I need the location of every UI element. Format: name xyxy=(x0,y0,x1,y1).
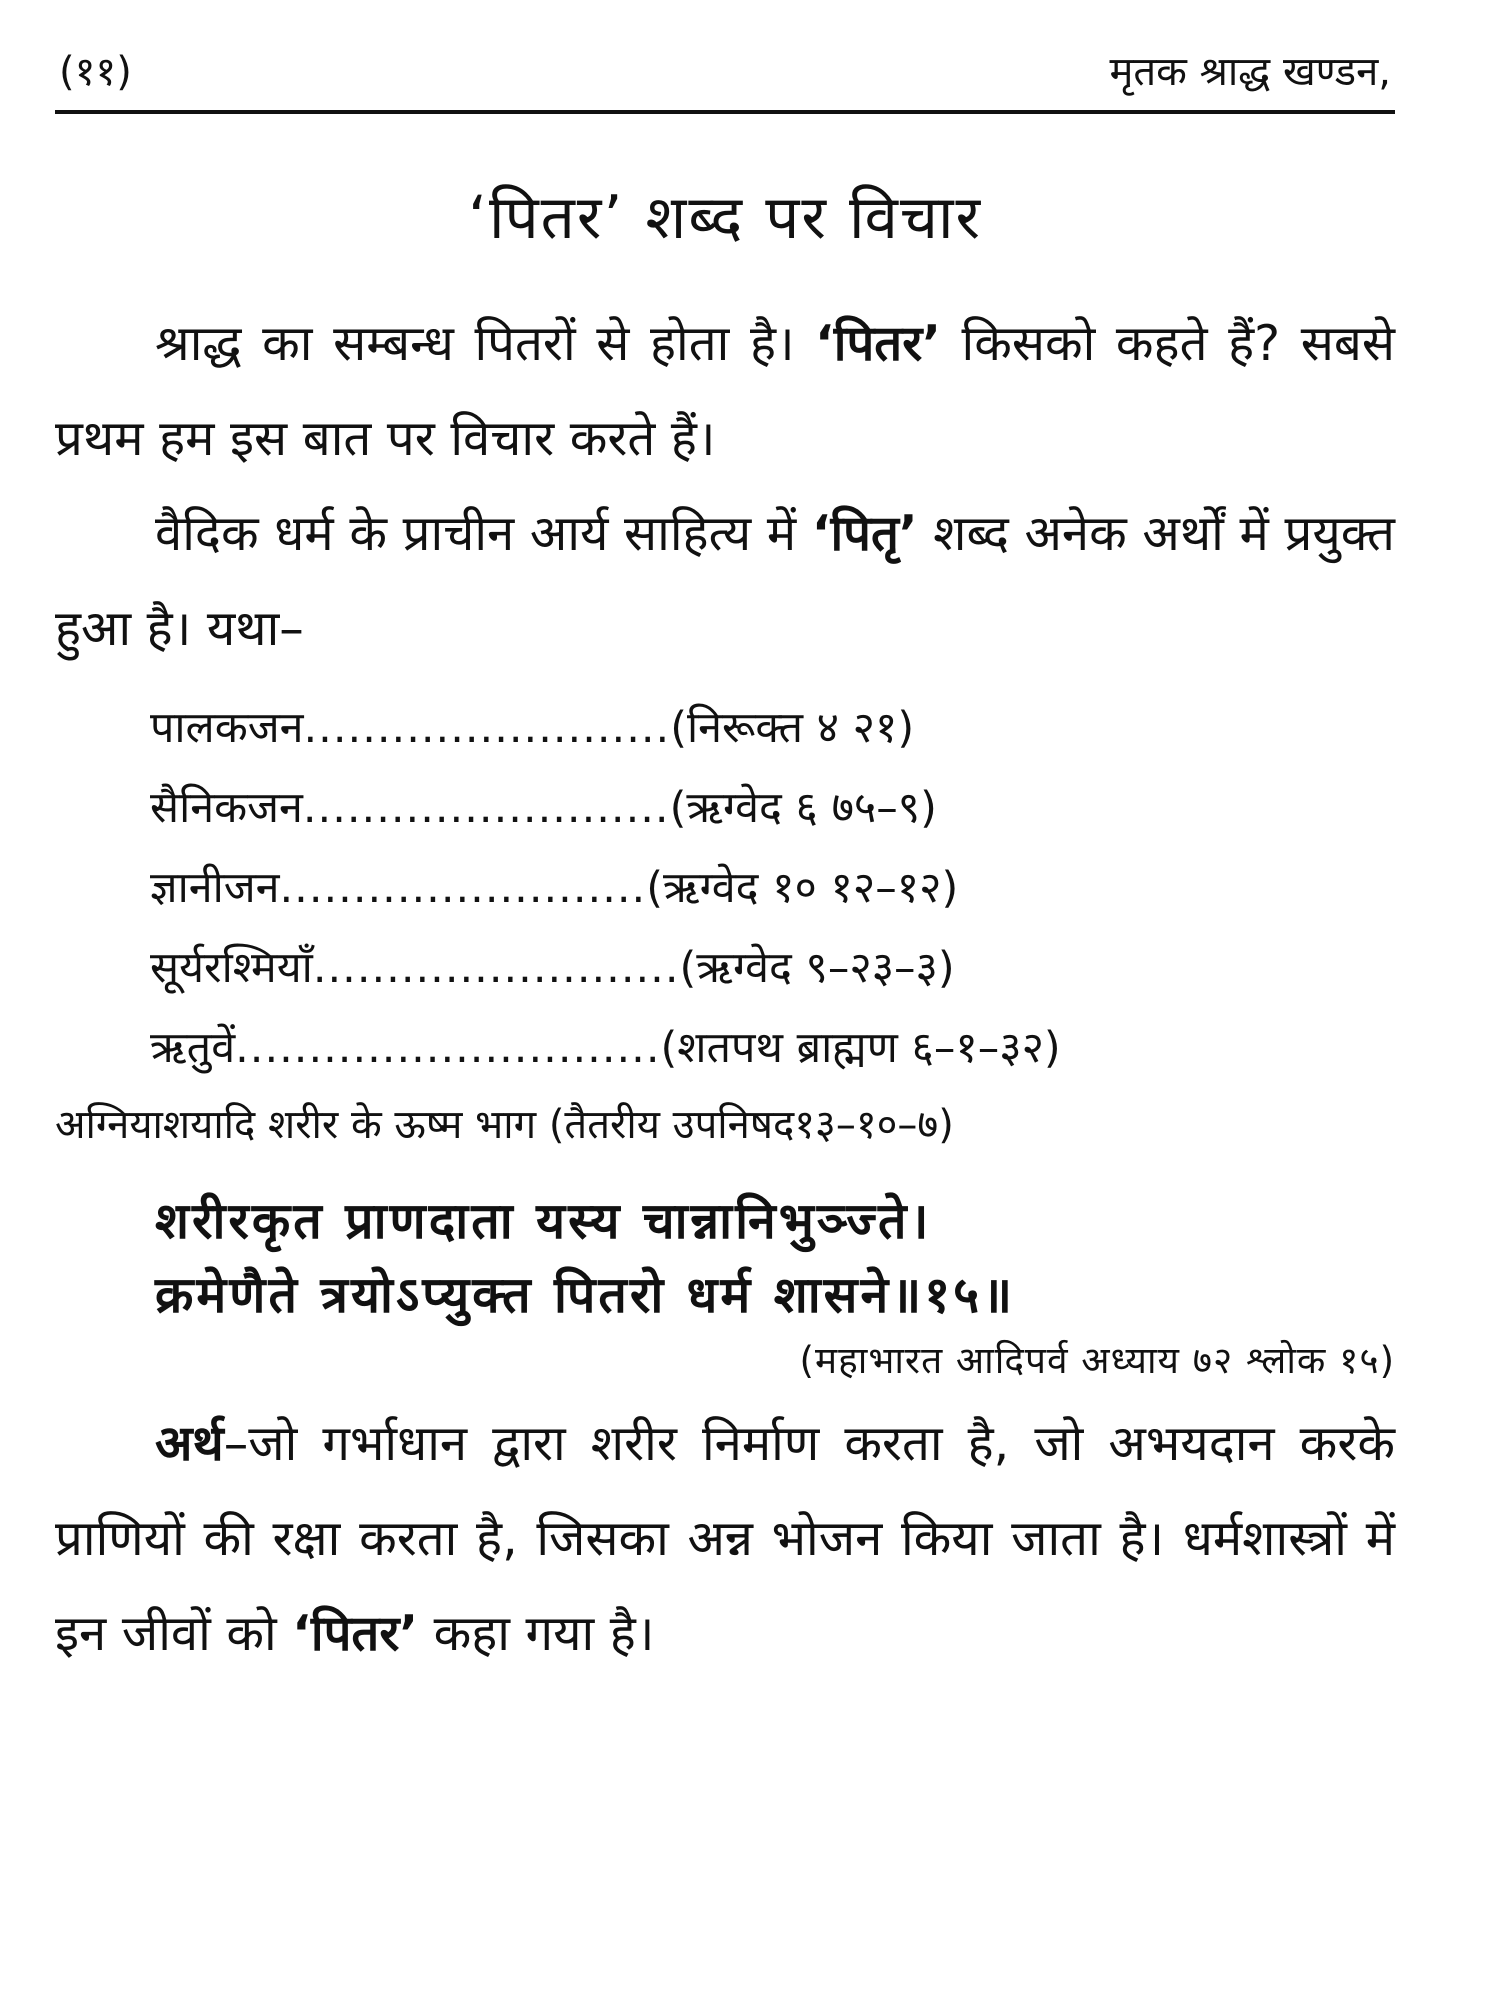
reference-name: ऋतुवें xyxy=(150,1023,236,1073)
reference-name: ज्ञानीजन xyxy=(150,863,280,913)
reference-name: सूर्यरश्मियाँ xyxy=(150,943,313,993)
reference-source: (शतपथ ब्राह्मण ६–१–३२) xyxy=(660,1023,1061,1073)
page-header xyxy=(55,40,1395,114)
reference-list xyxy=(55,688,1395,1162)
reference-item xyxy=(55,848,1395,928)
meaning-bold-term: ‘पितर’ xyxy=(292,1605,419,1662)
paragraph-2-bold-term: ‘पितृ’ xyxy=(811,505,918,562)
page-number: (११) xyxy=(59,49,132,95)
meaning-paragraph xyxy=(55,1396,1395,1681)
reference-source: (निरूक्त ४ २१) xyxy=(670,703,915,753)
reference-item-full: अग्नियाशयादि शरीर के ऊष्म भाग (तैतरीय उपनिषद१३–१०–७) xyxy=(55,1102,954,1148)
meaning-label: अर्थ xyxy=(155,1415,224,1472)
page xyxy=(55,40,1395,1960)
reference-item xyxy=(55,768,1395,848)
reference-item xyxy=(55,1008,1395,1088)
reference-source: (ऋग्वेद ९–२३–३) xyxy=(679,943,955,993)
reference-leader-dots: ......................... xyxy=(312,943,680,993)
meaning-text-b: कहा गया है। xyxy=(418,1605,655,1662)
paragraph-1 xyxy=(55,296,1395,486)
paragraph-1-text-b: किसको कहते हैं? सबसे प्रथम हम इस बात पर विचार करते हैं। xyxy=(55,315,1395,467)
reference-item xyxy=(55,928,1395,1008)
paragraph-2-text-b: शब्द अनेक अर्थों में प्रयुक्त हुआ है। यथा– xyxy=(55,505,1395,657)
reference-name: सैनिकजन xyxy=(150,783,303,833)
reference-item xyxy=(55,688,1395,768)
paragraph-2-text-a: वैदिक धर्म के प्राचीन आर्य साहित्य में xyxy=(155,505,812,562)
running-title: मृतक श्राद्ध खण्डन, xyxy=(1109,49,1391,95)
reference-source: (ऋग्वेद ६ ७५–९) xyxy=(669,783,937,833)
paragraph-1-bold-term: ‘पितर’ xyxy=(815,315,941,372)
reference-source: (ऋग्वेद १० १२–१२) xyxy=(646,863,959,913)
paragraph-2 xyxy=(55,486,1395,676)
reference-leader-dots: ......................... xyxy=(303,703,671,753)
reference-leader-dots: ............................. xyxy=(235,1023,661,1073)
verse-line-1: शरीरकृत प्राणदाता यस्य चान्नानिभुञ्ज्ते। xyxy=(155,1192,932,1250)
sanskrit-verse xyxy=(55,1184,1395,1332)
paragraph-1-text-a: श्राद्ध का सम्बन्ध पितरों से होता है। xyxy=(155,315,816,372)
verse-citation: (महाभारत आदिपर्व अध्याय ७२ श्लोक १५) xyxy=(799,1339,1395,1382)
reference-name: पालकजन xyxy=(150,703,304,753)
verse-line-2: क्रमेणैते त्रयोऽप्युक्त पितरो धर्म शासने॥१५॥ xyxy=(155,1266,1016,1324)
section-title: ‘पितर’ शब्द पर विचार xyxy=(467,183,983,253)
reference-leader-dots: ......................... xyxy=(279,863,647,913)
meaning-text-a: –जो गर्भाधान द्वारा शरीर निर्माण करता है, जो अभयदान करके प्राणियों की रक्षा करता है, जिसका अन्न भोजन किया जाता है। धर्मशास्त्रों में इन जीवों को xyxy=(55,1415,1395,1662)
reference-leader-dots: ......................... xyxy=(302,783,670,833)
